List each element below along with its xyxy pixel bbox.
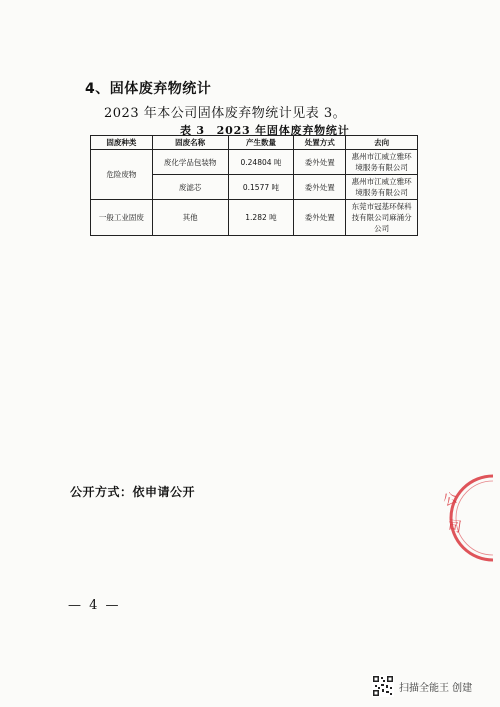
- category-general: 一般工业固废: [91, 200, 153, 236]
- waste-quantity: 1.282 吨: [228, 200, 294, 236]
- waste-destination: 东莞市冠基环保科技有限公司麻涌分公司: [346, 200, 418, 236]
- svg-text:公: 公: [440, 489, 460, 510]
- company-seal: [423, 468, 493, 568]
- category-hazardous: 危险废物: [91, 150, 153, 200]
- table-header-row: [91, 136, 418, 150]
- disposal-method: 委外处置: [294, 200, 346, 236]
- header-name: 固废名称: [152, 136, 228, 150]
- header-destination: 去向: [346, 136, 418, 150]
- intro-text: 2023 年本公司固体废弃物统计见表 3。: [104, 106, 347, 121]
- waste-name: 其他: [152, 200, 228, 236]
- header-method: 处置方式: [294, 136, 346, 150]
- waste-name: 废滤芯: [152, 175, 228, 200]
- table-caption: 表 3 2023 年固体废弃物统计: [180, 124, 350, 137]
- header-category: 固废种类: [91, 136, 153, 150]
- scanner-watermark: [372, 674, 492, 698]
- table-row: [91, 150, 418, 175]
- disposal-method: 委外处置: [294, 175, 346, 200]
- waste-name: 废化学品包装物: [152, 150, 228, 175]
- disposal-method: 委外处置: [294, 150, 346, 175]
- waste-table: [90, 135, 418, 236]
- section-heading: 4、固体废弃物统计: [85, 81, 212, 97]
- waste-quantity: 0.1577 吨: [228, 175, 294, 200]
- waste-destination: 惠州市江威立雅环境服务有限公司: [346, 175, 418, 200]
- waste-destination: 惠州市江威立雅环境服务有限公司: [346, 150, 418, 175]
- waste-quantity: 0.24804 吨: [228, 150, 294, 175]
- page-number: — 4 —: [68, 598, 121, 613]
- qr-code-icon: [372, 675, 394, 697]
- watermark-text: 扫描全能王 创建: [399, 682, 473, 694]
- table-row: [91, 200, 418, 236]
- svg-text:司: 司: [446, 518, 463, 536]
- disclosure-method: 公开方式：依申请公开: [70, 485, 196, 499]
- header-quantity: 产生数量: [228, 136, 294, 150]
